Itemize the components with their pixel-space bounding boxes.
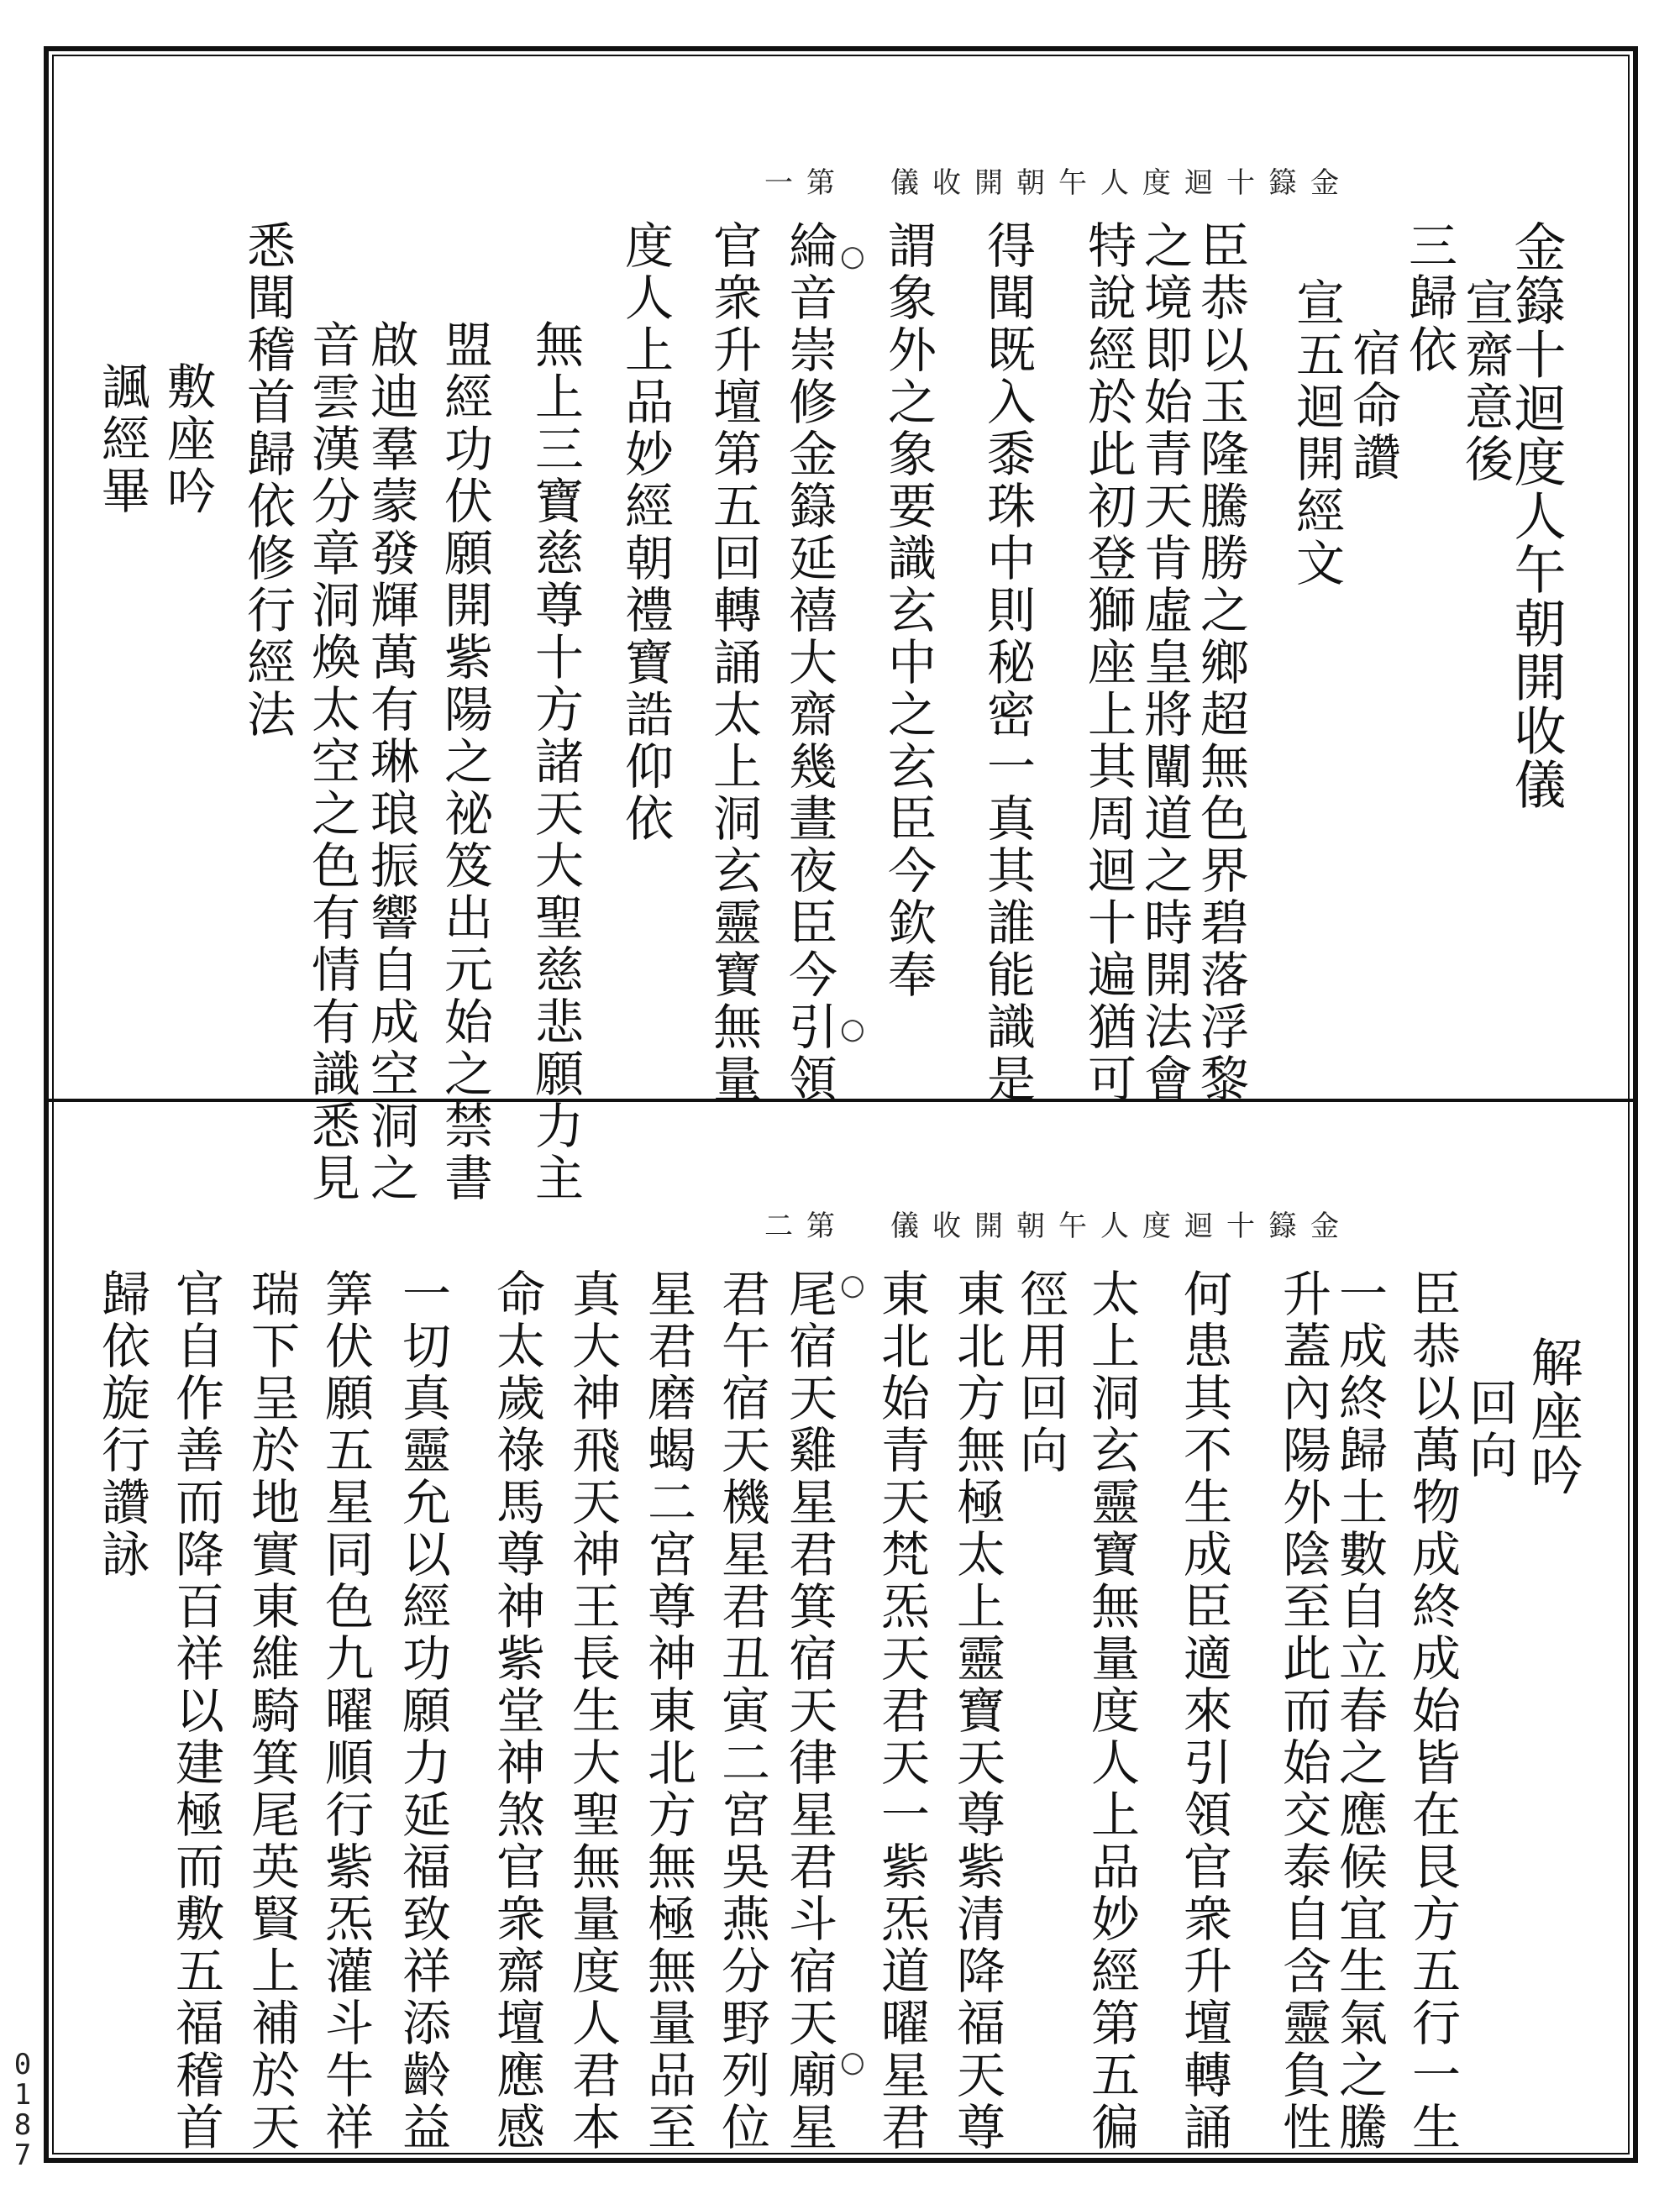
text-column: 特說經於此初登獅座上其周迴十遍猶可 bbox=[1079, 220, 1137, 1105]
page-number bbox=[10, 2049, 35, 2170]
panel-2-header: 金籙十迴度人午朝開收儀 第二 bbox=[764, 1210, 1352, 1243]
text-column: 何患其不生成臣適來引領官衆升壇轉誦 bbox=[1175, 1268, 1232, 2154]
section-heading: 解座吟 bbox=[1522, 1336, 1583, 1497]
text-column: 敷座吟 bbox=[159, 361, 216, 517]
text-column: 歸依旋行讚詠 bbox=[93, 1268, 150, 1581]
page-number-digit: 1 bbox=[13, 2078, 32, 2112]
text-column: 度人上品妙經朝禮寶誥仰依 bbox=[617, 220, 674, 845]
text-column: 臣恭以萬物成終成始皆在艮方五行一生 bbox=[1404, 1268, 1461, 2154]
text-column: 音雲漢分章洞煥太空之色有情有識悉見 bbox=[303, 319, 360, 1204]
text-column: 一成終歸土數自立春之應候宜生氣之騰 bbox=[1331, 1268, 1388, 2154]
text-column: 宣齋意後 bbox=[1457, 277, 1514, 485]
circle-mark: ○ bbox=[840, 2045, 865, 2079]
text-column: 啟迪羣蒙發輝萬有琳琅振響自成空洞之 bbox=[362, 319, 419, 1204]
circle-mark: ○ bbox=[840, 1012, 865, 1046]
text-column: 臣恭以玉隆騰勝之鄉超無色界碧落浮黎 bbox=[1192, 220, 1249, 1105]
text-column: 之境即始青天肯虛皇將闡道之時開法會 bbox=[1136, 220, 1193, 1105]
text-column: 謂象外之象要識玄中之玄臣今欽奉 bbox=[879, 220, 937, 1001]
text-column: 太上洞玄靈寶無量度人上品妙經第五徧 bbox=[1083, 1268, 1140, 2154]
text-column: 無上三寶慈尊十方諸天大聖慈悲願力主 bbox=[527, 319, 584, 1204]
text-column: 宿命讚 bbox=[1344, 328, 1401, 484]
text-column: 官衆升壇第五回轉誦太上洞玄靈寶無量 bbox=[705, 220, 762, 1105]
text-column: 悉聞稽首歸依修行經法 bbox=[239, 220, 296, 741]
text-column: 盟經功伏願開紫陽之祕笈出元始之禁書 bbox=[436, 319, 493, 1204]
page-number-digit: 7 bbox=[13, 2139, 32, 2172]
scripture-title: 金籙十迴度人午朝開收儀 bbox=[1505, 220, 1567, 811]
circle-mark: ○ bbox=[840, 239, 865, 273]
text-column: 升蓋內陽外陰至此而始交泰自含靈負性 bbox=[1274, 1268, 1331, 2154]
text-column: 星君磨蝎二宮尊神東北方無極無量品至 bbox=[639, 1268, 696, 2154]
text-column: 一切真靈允以經功願力延福致祥添齡益 bbox=[394, 1268, 451, 2154]
panel-divider bbox=[49, 1099, 1633, 1102]
text-column: 東北始青天梵炁天君天一紫炁道曜星君 bbox=[873, 1268, 930, 2154]
panel-1-header: 金籙十迴度人午朝開收儀 第一 bbox=[764, 166, 1352, 200]
page-number-digit: 0 bbox=[13, 2048, 32, 2081]
text-column: 君午宿天機星君丑寅二宮吳燕分野列位 bbox=[713, 1268, 770, 2154]
text-column: 筭伏願五星同色九曜順行紫炁灌斗牛祥 bbox=[317, 1268, 374, 2154]
text-column: 命太歲祿馬尊神紫堂神煞官衆齋壇應感 bbox=[488, 1268, 545, 2154]
text-column: 官自作善而降百祥以建極而敷五福稽首 bbox=[167, 1268, 224, 2154]
text-column: 回向 bbox=[1461, 1378, 1518, 1482]
text-column: 徑用回向 bbox=[1011, 1268, 1068, 1477]
text-column: 尾宿天雞星君箕宿天律星君斗宿天廟星 bbox=[780, 1268, 837, 2154]
text-column: 宣五迴開經文 bbox=[1288, 277, 1345, 590]
text-column: 三歸依 bbox=[1400, 220, 1457, 376]
text-column: 綸音崇修金籙延禧大齋幾晝夜臣今引領 bbox=[780, 220, 837, 1105]
text-column: 瑞下呈於地實東維騎箕尾英賢上補於天 bbox=[243, 1268, 300, 2154]
text-column: 真大神飛天神王長生大聖無量度人君本 bbox=[564, 1268, 621, 2154]
text-column: 得聞既入黍珠中則秘密一真其誰能識是 bbox=[979, 220, 1036, 1105]
text-column: 諷經畢 bbox=[93, 361, 150, 517]
page-number-digit: 8 bbox=[13, 2108, 32, 2142]
circle-mark: ○ bbox=[840, 1268, 865, 1302]
text-column: 東北方無極太上靈寶天尊紫清降福天尊 bbox=[948, 1268, 1005, 2154]
